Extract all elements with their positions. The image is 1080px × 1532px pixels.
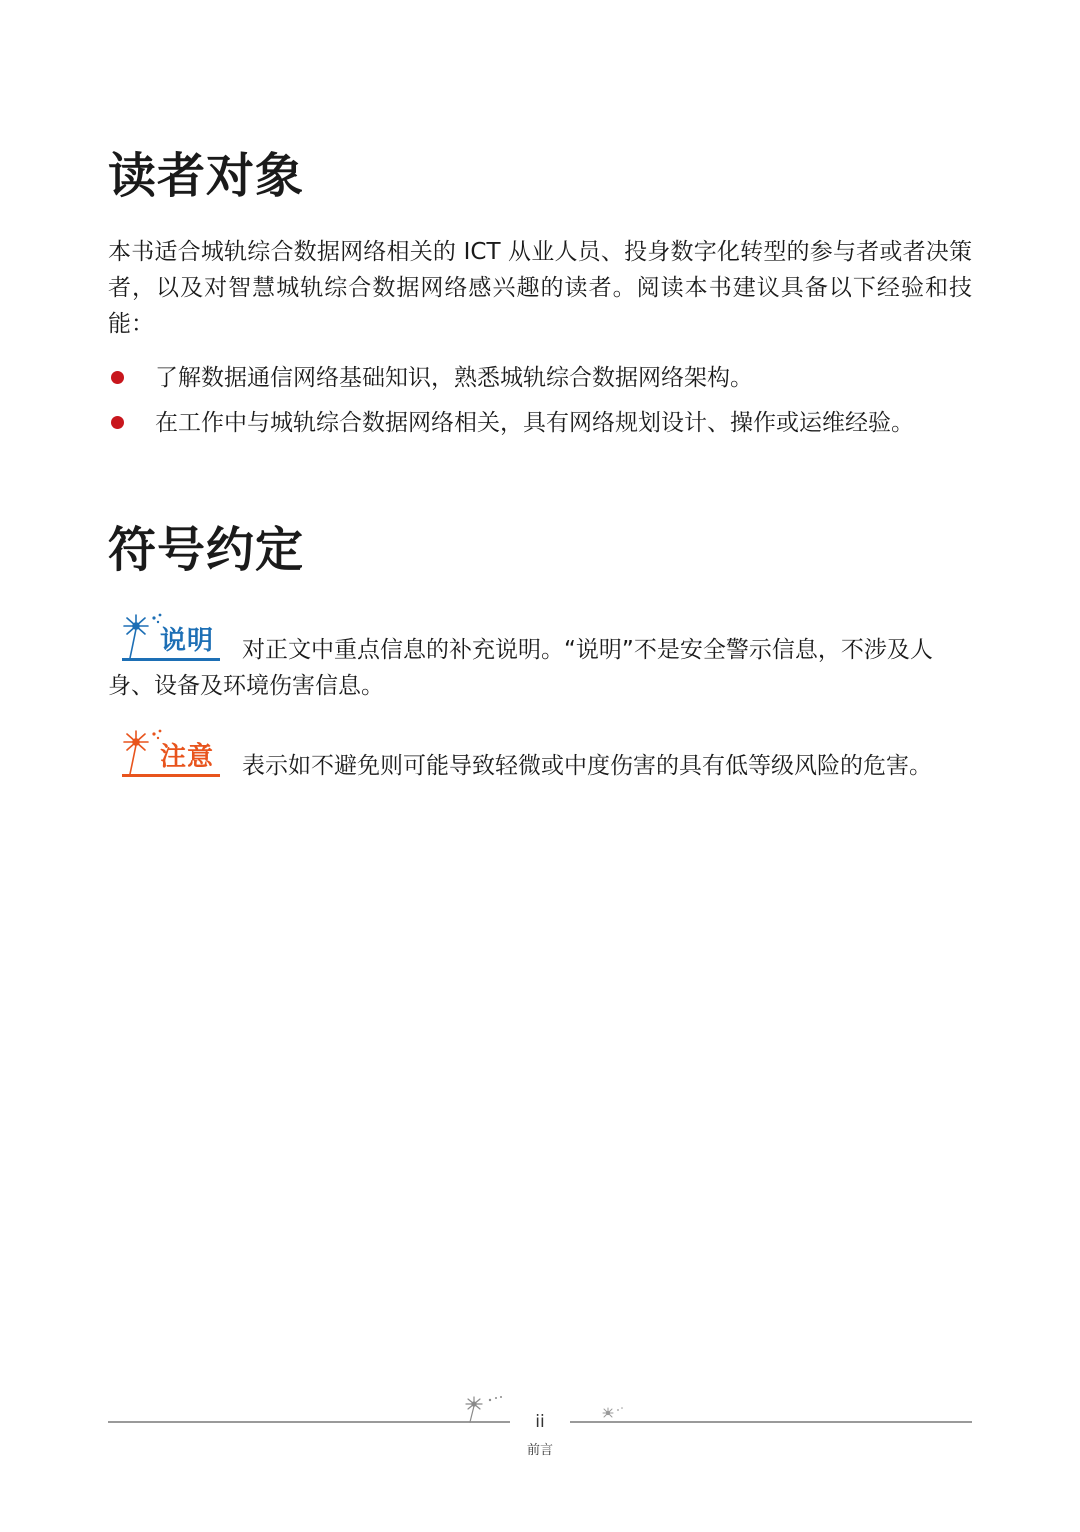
readers-intro-paragraph: 本书适合城轨综合数据网络相关的 ICT 从业人员、投身数字化转型的参与者或者决策者，以及对智慧城轨综合数据网络感兴趣的读者。阅读本书建议具备以下经验和技能： xyxy=(108,239,972,337)
dandelion-icon xyxy=(120,612,164,660)
note-description: 对正文中重点信息的补充说明。“说明”不是安全警示信息，不涉及人身、设备及环境伤害信息。 xyxy=(108,637,933,699)
section-heading-symbols: 符号约定 xyxy=(108,522,305,578)
list-item xyxy=(108,405,972,441)
footer-rule-right xyxy=(570,1421,972,1423)
dandelion-icon xyxy=(120,728,164,776)
dandelion-icon xyxy=(600,1405,626,1421)
note-notice xyxy=(108,612,972,704)
caution-notice xyxy=(108,728,972,784)
dandelion-icon xyxy=(462,1394,506,1424)
caution-badge-underline xyxy=(122,774,220,777)
caution-badge xyxy=(120,728,220,778)
note-badge-label: 说明 xyxy=(160,626,215,656)
list-item xyxy=(108,360,972,396)
list-item-text: 了解数据通信网络基础知识，熟悉城轨综合数据网络架构。 xyxy=(155,365,753,391)
bullet-dot-icon xyxy=(111,371,124,384)
caution-description: 表示如不避免则可能导致轻微或中度伤害的具有低等级风险的危害。 xyxy=(242,753,932,779)
list-item-text: 在工作中与城轨综合数据网络相关，具有网络规划设计、操作或运维经验。 xyxy=(155,410,914,436)
note-badge xyxy=(120,612,220,662)
readers-requirements-list xyxy=(108,360,972,450)
bullet-dot-icon xyxy=(111,416,124,429)
page-number: ii xyxy=(535,1412,545,1432)
footer-rule-left xyxy=(108,1421,510,1423)
section-heading-readers: 读者对象 xyxy=(108,148,305,204)
note-badge-underline xyxy=(122,658,220,661)
footer-section-label: 前言 xyxy=(526,1443,553,1458)
caution-badge-label: 注意 xyxy=(160,742,215,772)
